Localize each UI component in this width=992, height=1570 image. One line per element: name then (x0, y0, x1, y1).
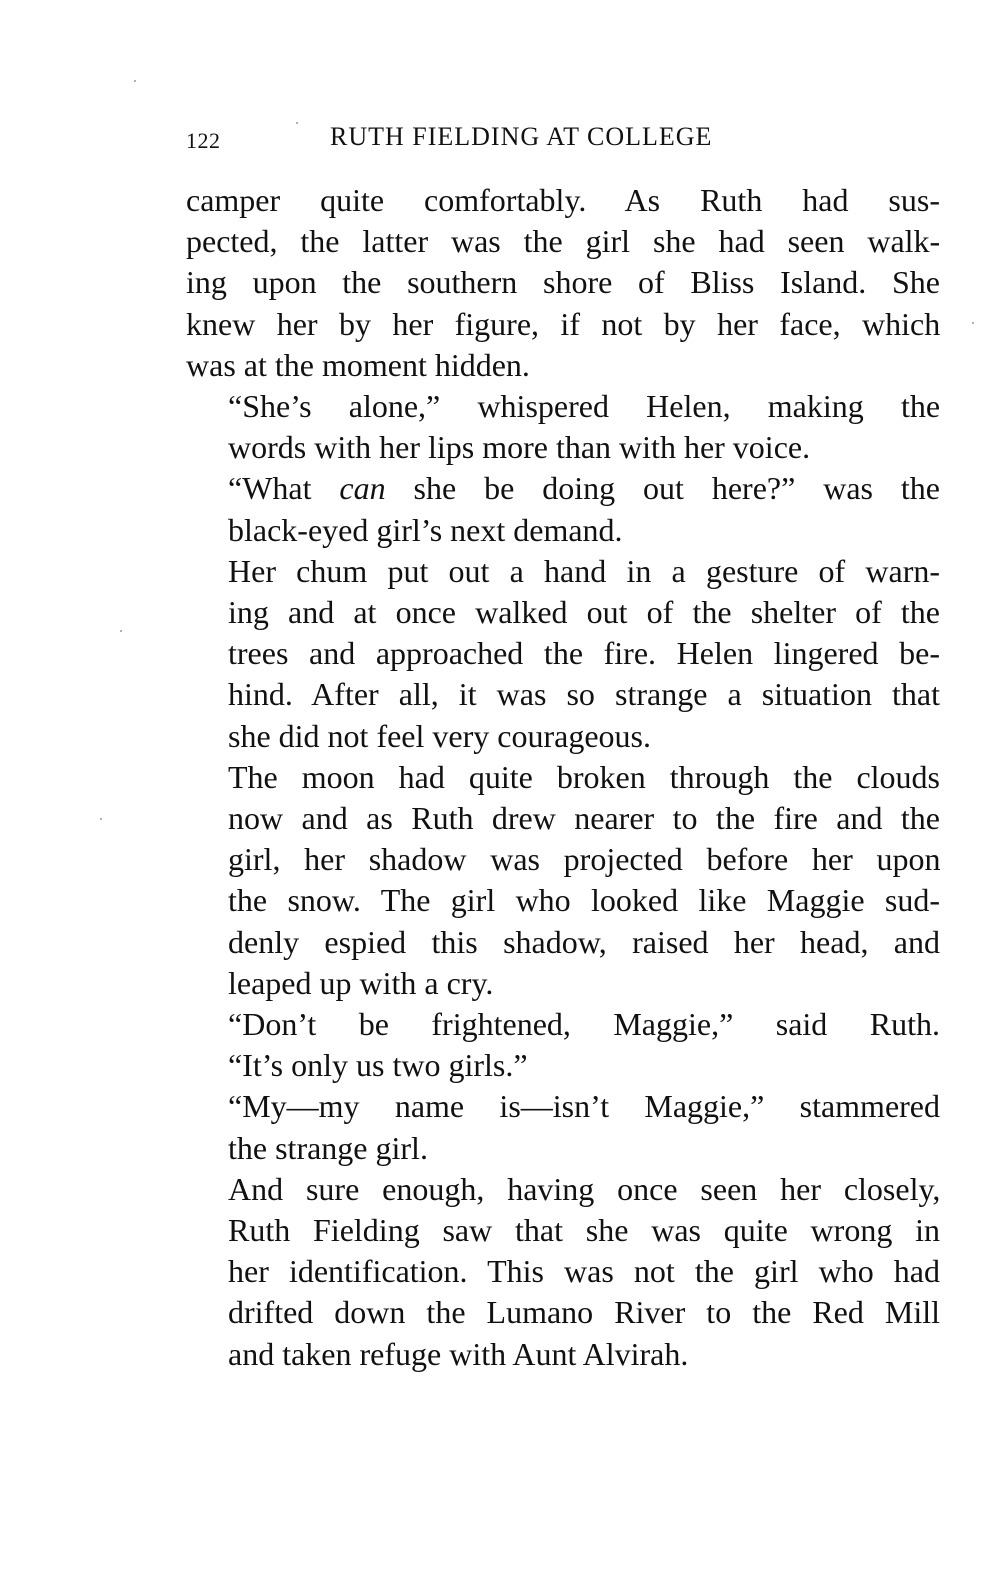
text-line: camper quite comfortably. As Ruth had sus- (186, 182, 940, 218)
paragraph (186, 1004, 940, 1086)
paragraph (186, 468, 940, 550)
page-number: 122 (186, 128, 221, 153)
text-line: now and as Ruth drew nearer to the fire and the (228, 800, 940, 837)
scan-speck (972, 322, 974, 324)
text-line: drifted down the Lumano River to the Red Mill (228, 1294, 940, 1331)
text-line: black-eyed girl’s next demand. (228, 511, 623, 548)
text-line: her identification. This was not the girl who had (228, 1253, 940, 1290)
paragraph (186, 757, 940, 1004)
paragraph (186, 1169, 940, 1375)
paragraph (186, 180, 940, 386)
text-line: “It’s only us two girls.” (228, 1047, 528, 1084)
text-line: “Don’t be frightened, Maggie,” said Ruth. (228, 1006, 940, 1043)
text-line: the snow. The girl who looked like Maggie sud- (228, 882, 940, 919)
text-line: denly espied this shadow, raised her head, and (228, 923, 940, 960)
running-title: RUTH FIELDING AT COLLEGE (330, 122, 713, 151)
text-line: The moon had quite broken through the clouds (228, 758, 940, 795)
emphasis: can (339, 470, 386, 507)
text-line: the strange girl. (228, 1129, 428, 1166)
text-line: was at the moment hidden. (186, 346, 530, 383)
paragraph (186, 551, 940, 757)
text-line: words with her lips more than with her voice. (228, 429, 811, 466)
text-line: pected, the latter was the girl she had seen walk- (186, 223, 941, 260)
scan-speck (100, 818, 102, 820)
text-line: and taken refuge with Aunt Alvirah. (228, 1335, 689, 1372)
text-line: Her chum put out a hand in a gesture of warn- (228, 552, 941, 589)
text-line: ing and at once walked out of the shelter of the (228, 594, 940, 631)
text-line: she did not feel very courageous. (228, 717, 651, 754)
scan-speck (134, 80, 136, 82)
text-line: “What can she be doing out here?” was the (228, 470, 941, 507)
paragraph (186, 386, 940, 468)
text-line: girl, her shadow was projected before her upon (228, 841, 941, 878)
text-line: ing upon the southern shore of Bliss Island. She (186, 264, 940, 301)
text-line: And sure enough, having once seen her closely, (228, 1170, 941, 1207)
body-text (186, 180, 940, 1375)
text-line: Ruth Fielding saw that she was quite wrong in (228, 1212, 940, 1249)
text-line: knew her by her figure, if not by her face, which (186, 305, 941, 342)
running-head (186, 122, 940, 162)
paragraph (186, 1086, 940, 1168)
text-line: trees and approached the fire. Helen lingered be- (228, 635, 940, 672)
text-line: “She’s alone,” whispered Helen, making the (228, 388, 941, 425)
text-line: “My—my name is—isn’t Maggie,” stammered (228, 1088, 940, 1125)
text-line: hind. After all, it was so strange a situation that (228, 676, 940, 713)
text-line: leaped up with a cry. (228, 964, 494, 1001)
scan-speck (296, 122, 298, 124)
scan-speck (120, 630, 122, 632)
